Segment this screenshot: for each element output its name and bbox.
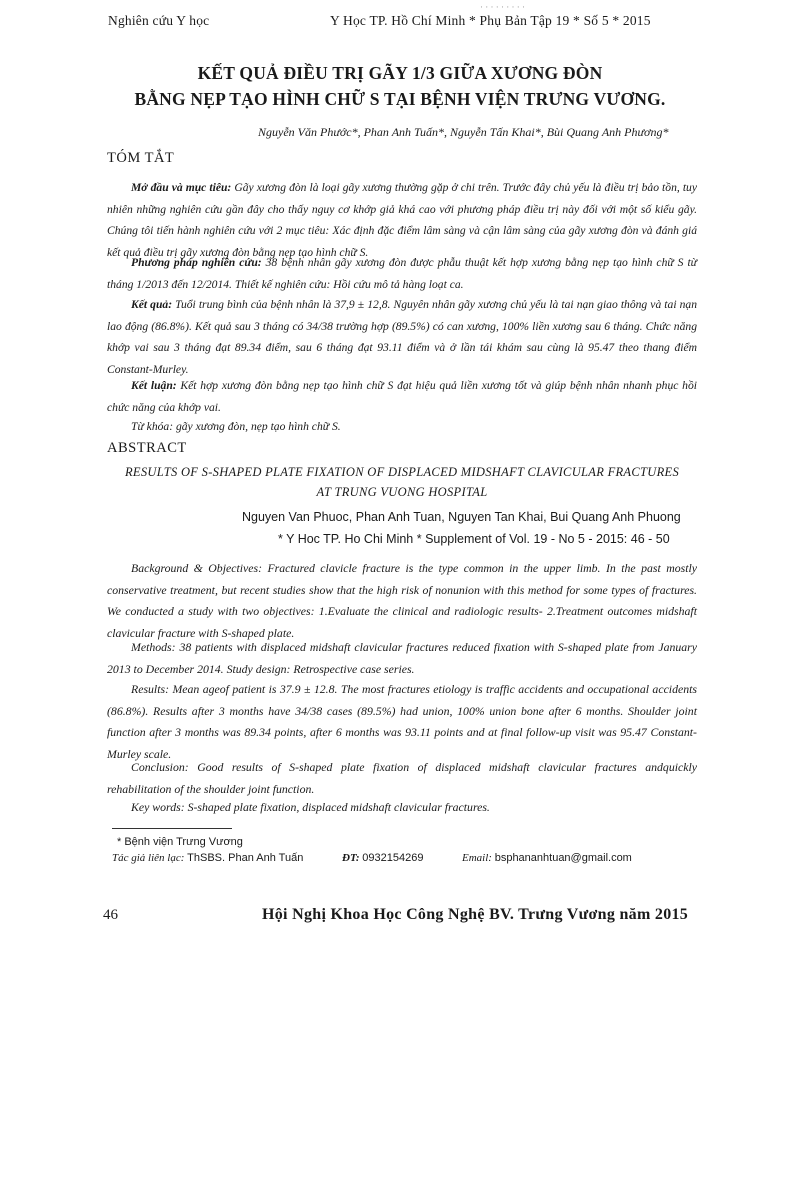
abstract-authors: Nguyen Van Phuoc, Phan Anh Tuan, Nguyen Tan Khai, Bui Quang Anh Phuong (242, 510, 681, 524)
abstract-paragraph-methods (107, 637, 697, 680)
abstract-paragraph-results (107, 679, 697, 765)
abstract-citation: * Y Hoc TP. Ho Chi Minh * Supplement of Vol. 19 - No 5 - 2015: 46 - 50 (278, 532, 670, 546)
summary-paragraph-background (107, 177, 697, 263)
summary-text-background: Gãy xương đòn là loại gãy xương thường gặp ở chi trên. Trước đây chủ yếu là điều trị bảo tồn, tuy nhiên những nghiên cứu gần đây cho thấy nguy cơ khớp giả khá cao với phương pháp điều trị này đối với một số kiểu gãy. Chúng tôi tiến hành nghiên cứu với 2 mục tiêu: Xác định đặc điểm lâm sàng và cận lâm sàng của gãy xương đòn và đánh giá kết quả điều trị gãy xương đòn bằng nẹp tạo hình chữ S. (107, 181, 698, 259)
page-number: 46 (103, 907, 118, 923)
running-header-faint: · · · · · · · · · (480, 2, 525, 12)
article-title-line1: KẾT QUẢ ĐIỀU TRỊ GÃY 1/3 GIỮA XƯƠNG ĐÒN (197, 63, 603, 83)
summary-lead-conclusion: Kết luận: (131, 379, 177, 392)
abstract-lead-results: Results: (131, 682, 170, 696)
footnote-phone-number: 0932154269 (362, 852, 424, 864)
footnote-contact (112, 852, 303, 864)
abstract-keywords: Key words: S-shaped plate fixation, displaced midshaft clavicular fractures. (131, 800, 490, 814)
summary-lead-background: Mở đầu và mục tiêu: (131, 181, 232, 194)
abstract-paragraph-background (107, 558, 697, 644)
footnote-email-address: bsphananhtuan@gmail.com (494, 852, 632, 864)
abstract-title-line2: AT TRUNG VUONG HOSPITAL (316, 485, 488, 499)
summary-paragraph-conclusion (107, 375, 697, 418)
running-header-right: Y Học TP. Hồ Chí Minh * Phụ Bản Tập 19 * Số 5 * 2015 (330, 13, 651, 28)
footnote-rule (112, 828, 232, 829)
footnote-email (462, 852, 632, 864)
abstract-text-methods: 38 patients with displaced midshaft clavicular fractures reduced fixation with S-shaped plate from January 2013 to December 2014. Study design: Retrospective case series. (107, 640, 697, 676)
abstract-title-line1: RESULTS OF S-SHAPED PLATE FIXATION OF DISPLACED MIDSHAFT CLAVICULAR FRACTURES (124, 465, 680, 479)
footnote-affiliation: * Bệnh viện Trưng Vương (117, 836, 243, 848)
footnote-contact-label: Tác giả liên lạc: (112, 852, 185, 864)
footnote-phone (342, 852, 423, 864)
summary-text-methods: 38 bệnh nhân gãy xương đòn được phẫu thuật kết hợp xương bằng nẹp tạo hình chữ S từ tháng 1/2013 đến 12/2014. Thiết kế nghiên cứu: Hồi cứu mô tả hàng loạt ca. (107, 256, 697, 291)
summary-paragraph-results (107, 294, 697, 380)
footnote-phone-label: ĐT: (342, 852, 360, 864)
summary-text-results: Tuổi trung bình của bệnh nhân là 37,9 ± 12,8. Nguyên nhân gãy xương chủ yếu là tai nạn giao thông và tai nạn lao động (86.8%). Kết quả sau 3 tháng có 34/38 trường hợp (89.5%) có can xương, 100% liền xương sau 6 tháng. Chức năng khớp vai sau 3 tháng đạt 89.34 điểm, sau 6 tháng đạt 93.11 điểm và ở lần tái khám sau cùng là 95.47 theo thang điểm Constant-Murley. (107, 298, 698, 376)
summary-heading: TÓM TẮT (107, 150, 175, 166)
running-header-left: Nghiên cứu Y học (108, 13, 210, 28)
summary-keywords: Từ khóa: gãy xương đòn, nẹp tạo hình chữ S. (131, 420, 341, 433)
abstract-text-background: Fractured clavicle fracture is the type common in the upper limb. In the past mostly conservative treatment, but recent studies show that the high risk of nonunion with this method for some types of fractures. We conducted a study with two objectives: 1.Evaluate the clinical and radiologic results- 2.Treatment outcomes midshaft clavicular fracture with S-shaped plate. (107, 561, 697, 640)
article-title-line2: BẰNG NẸP TẠO HÌNH CHỮ S TẠI BỆNH VIỆN TRƯNG VƯƠNG. (134, 89, 666, 109)
abstract-lead-methods: Methods: (131, 640, 176, 654)
abstract-lead-background: Background & Objectives: (131, 561, 263, 575)
abstract-paragraph-conclusion (107, 757, 697, 800)
footnote-contact-name: ThSBS. Phan Anh Tuấn (187, 852, 304, 864)
summary-paragraph-methods (107, 252, 697, 295)
summary-lead-results: Kết quả: (131, 298, 173, 311)
summary-lead-methods: Phương pháp nghiên cứu: (131, 256, 262, 269)
abstract-heading: ABSTRACT (107, 440, 187, 456)
abstract-lead-conclusion: Conclusion: (131, 760, 189, 774)
abstract-text-results: Mean ageof patient is 37.9 ± 12.8. The most fractures etiology is traffic accidents and occupational accidents (86.8%). Results after 3 months have 34/38 cases (89.5%) had union, 100% union bone after 6 months. Shoulder joint function after 3 months was 89.34 points, after 6 months was 93.11 points and at final follow-up visit was 95.47 Constant-Murley scale. (107, 682, 697, 761)
abstract-text-conclusion: Good results of S-shaped plate fixation of displaced midshaft clavicular fractures andquickly rehabilitation of the shoulder joint function. (107, 760, 697, 796)
authors-vi: Nguyễn Văn Phước*, Phan Anh Tuấn*, Nguyễn Tấn Khai*, Bùi Quang Anh Phương* (258, 125, 669, 139)
summary-text-conclusion: Kết hợp xương đòn bằng nẹp tạo hình chữ S đạt hiệu quả liền xương tốt và giúp bệnh nhân nhanh phục hồi chức năng của khớp vai. (107, 379, 697, 414)
conference-footer: Hội Nghị Khoa Học Công Nghệ BV. Trưng Vương năm 2015 (262, 906, 689, 923)
footnote-email-label: Email: (462, 852, 492, 864)
